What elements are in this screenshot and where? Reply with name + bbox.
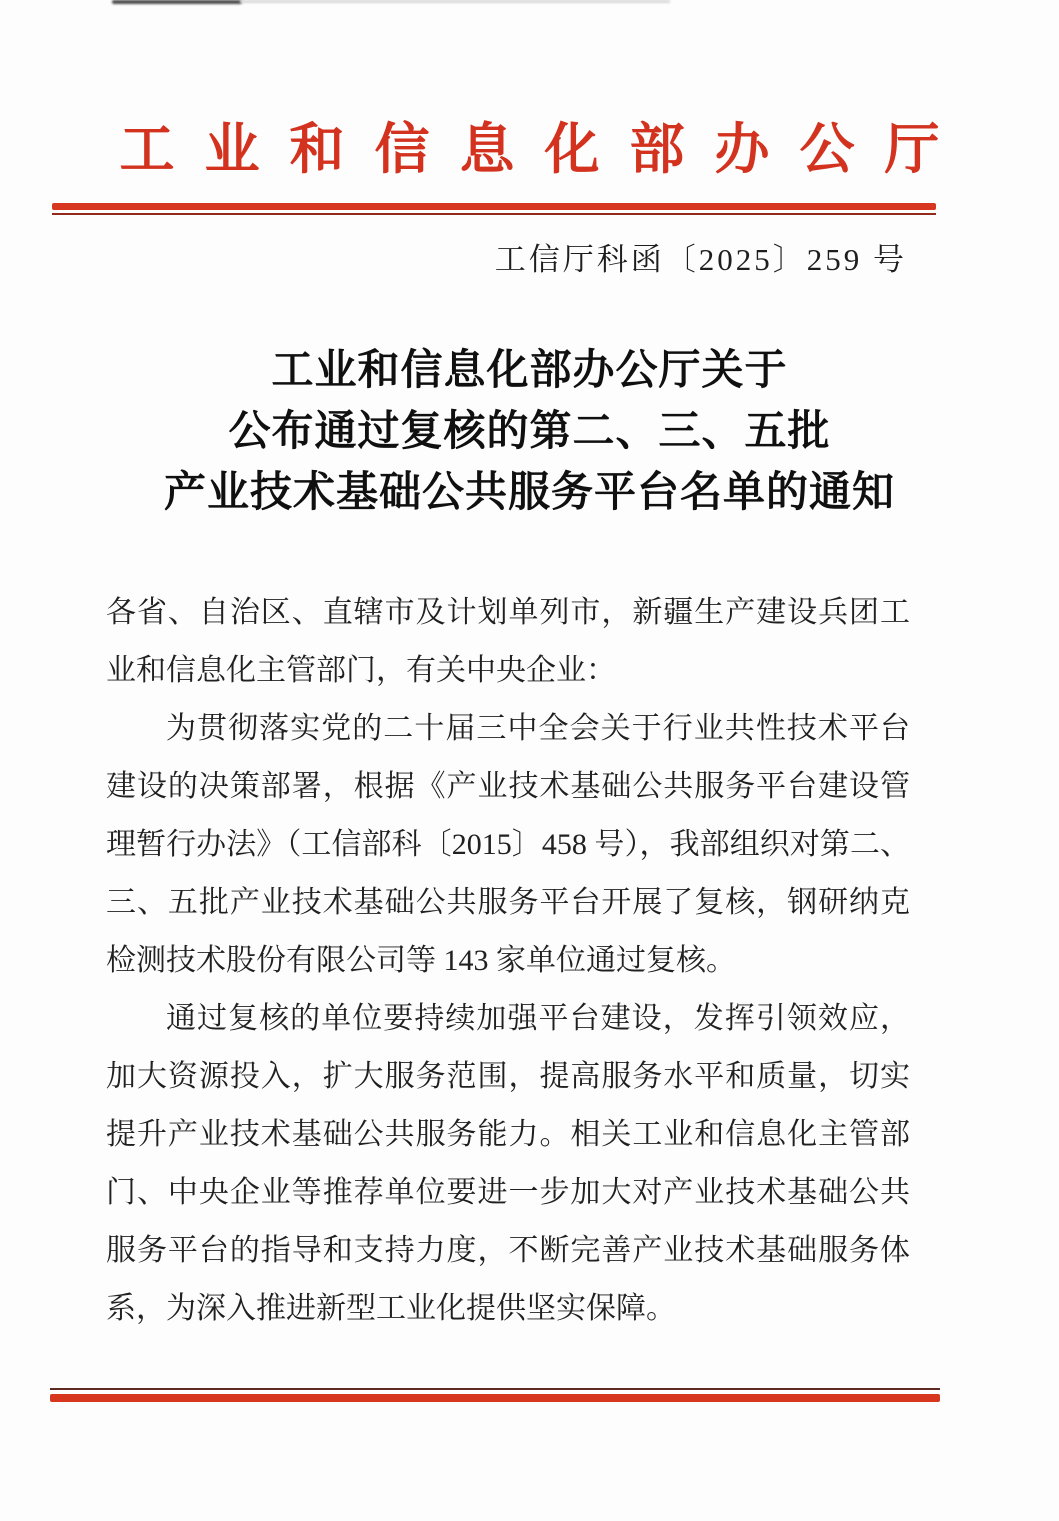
separator-thick-red-line: [52, 203, 936, 210]
notice-title-line-1: 工业和信息化部办公厅关于: [271, 348, 788, 394]
paragraph-salutation: 各省、自治区、直辖市及计划单列市，新疆生产建设兵团工业和信息化主管部门，有关中央企业：: [106, 596, 910, 687]
paragraph-requirements: 通过复核的单位要持续加强平台建设，发挥引领效应，加大资源投入，扩大服务范围，提高服务水平和质量，切实提升产业技术基础公共服务能力。相关工业和信息化主管部门、中央企业等推荐单位要进一步加大对产业技术基础公共服务平台的指导和支持力度，不断完善产业技术基础服务体系，为深入推进新型工业化提供坚实保障。: [106, 1002, 910, 1325]
separator-thin-dark-line: [50, 1388, 940, 1390]
paragraph-review-result: 为贯彻落实党的二十届三中全会关于行业共性技术平台建设的决策部署，根据《产业技术基础公共服务平台建设管理暂行办法》（工信部科〔2015〕458 号），我部组织对第二、三、五批产业技术基础公共服务平台开展了复核，钢研纳克检测技术股份有限公司等 143 家单位通过复核。: [106, 712, 910, 977]
separator-thin-red-line: [52, 213, 936, 215]
notice-title-line-3: 产业技术基础公共服务平台名单的通知: [163, 470, 895, 516]
separator-thick-red-line-bottom: [50, 1394, 940, 1402]
notice-title-line-2: 公布通过复核的第二、三、五批: [228, 409, 831, 455]
document-number: 工信厅科函〔2025〕259 号: [494, 242, 907, 277]
footer-separator: [50, 1388, 940, 1402]
notice-title: [0, 341, 1059, 524]
scan-artifact-dark: [112, 0, 242, 4]
document-body: [106, 584, 910, 1338]
header-separator: [52, 203, 936, 215]
letterhead-title: 工业和信息化部办公厅: [119, 119, 970, 180]
scan-artifact-light: [240, 0, 670, 3]
